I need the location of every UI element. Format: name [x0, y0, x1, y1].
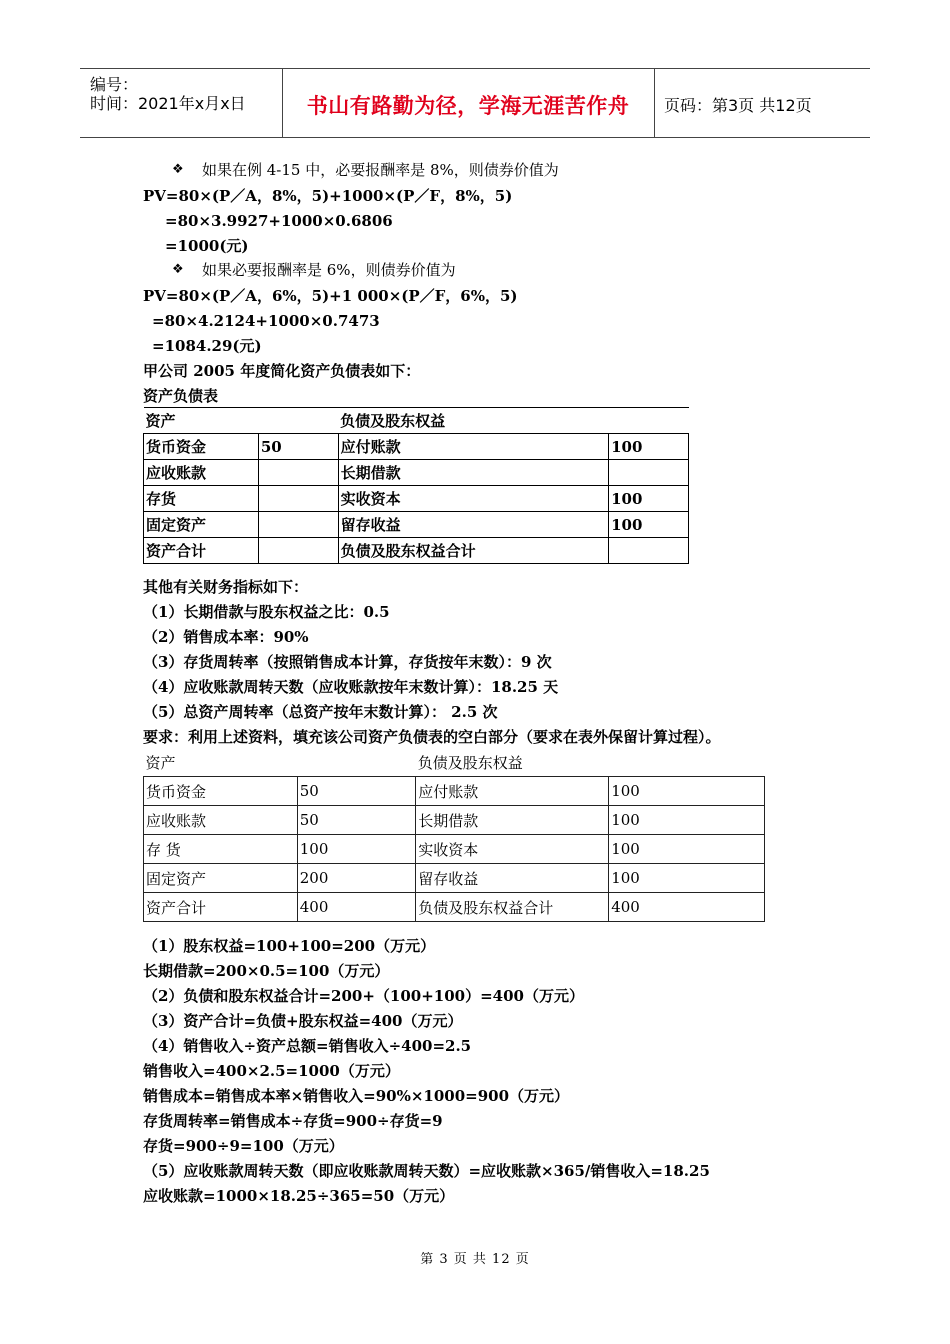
table-cell: 100: [297, 835, 416, 864]
table-cell: 应收账款: [144, 460, 259, 486]
formula-line: PV=80×(P／A，8%，5)+1000×(P／F，8%，5): [143, 187, 513, 205]
table-cell: [258, 538, 338, 564]
table-cell: 400: [297, 893, 416, 922]
table-cell: 100: [609, 434, 689, 460]
requirement-text: 要求：利用上述资料，填充该公司资产负债表的空白部分（要求在表外保留计算过程）。: [143, 728, 721, 746]
header-page-cell: [654, 69, 870, 137]
table-cell: 实收资本: [338, 486, 609, 512]
indicator-item: （5）总资产周转率（总资产按年末数计算）： 2.5 次: [143, 703, 498, 721]
table-header-row: [144, 748, 765, 777]
indicator-item: （2）销售成本率：90%: [143, 628, 309, 646]
table-cell: 固定资产: [144, 864, 298, 893]
example-text-1: 如果在例 4-15 中，必要报酬率是 8%，则债券价值为: [202, 161, 559, 179]
table-cell: 实收资本: [416, 835, 609, 864]
table-cell: 货币资金: [144, 434, 259, 460]
page-number-label: 页码：第3页 共12页: [664, 96, 812, 115]
table-cell: [258, 512, 338, 538]
table-cell: 负债及股东权益合计: [338, 538, 609, 564]
table-cell: 100: [609, 864, 765, 893]
number-label: 编号：: [90, 75, 139, 94]
other-indicators-intro: 其他有关财务指标如下：: [143, 578, 309, 596]
table-cell: 应付账款: [338, 434, 609, 460]
solution-step: 应收账款=1000×18.25÷365=50（万元）: [143, 1187, 455, 1205]
table-cell: 50: [297, 777, 416, 806]
table-cell: 货币资金: [144, 777, 298, 806]
indicator-item: （4）应收账款周转天数（应收账款按年末数计算）：18.25 天: [143, 678, 559, 696]
formula-line: =80×4.2124+1000×0.7473: [152, 312, 380, 330]
table-cell: 50: [297, 806, 416, 835]
diamond-bullet-icon: ❖: [172, 262, 184, 277]
formula-line: =1084.29(元): [152, 337, 262, 355]
indicator-item: （1）长期借款与股东权益之比：0.5: [143, 603, 390, 621]
table-cell: 100: [609, 835, 765, 864]
solution-step: （4）销售收入÷资产总额=销售收入÷400=2.5: [143, 1037, 472, 1055]
solution-step: 销售成本=销售成本率×销售收入=90%×1000=900（万元）: [143, 1087, 570, 1105]
table-cell: 100: [609, 486, 689, 512]
solution-step: （5）应收账款周转天数（即应收账款周转天数）=应收账款×365/销售收入=18.25: [143, 1162, 710, 1180]
example-text-2: 如果必要报酬率是 6%，则债券价值为: [202, 261, 456, 279]
table-cell: 留存收益: [416, 864, 609, 893]
diamond-bullet-icon: ❖: [172, 162, 184, 177]
table-cell: 负债及股东权益合计: [416, 893, 609, 922]
table-cell: 400: [609, 893, 765, 922]
table-row: [144, 486, 689, 512]
table-cell: 存货: [144, 486, 259, 512]
formula-line: PV=80×(P／A，6%，5)+1 000×(P／F，6%，5): [143, 287, 518, 305]
solution-step: （2）负债和股东权益合计=200+（100+100）=400（万元）: [143, 987, 584, 1005]
page-header: [80, 68, 870, 138]
formula-line: =80×3.9927+1000×0.6806: [165, 212, 393, 230]
table-cell: 长期借款: [416, 806, 609, 835]
answer-table: [143, 748, 765, 922]
table-cell: 50: [258, 434, 338, 460]
table-cell: 留存收益: [338, 512, 609, 538]
table-cell: 固定资产: [144, 512, 259, 538]
solution-step: （1）股东权益=100+100=200（万元）: [143, 937, 436, 955]
table-cell: 100: [609, 777, 765, 806]
table-header-row: [144, 408, 689, 434]
header-assets: 资产: [144, 748, 416, 777]
solution-step: 长期借款=200×0.5=100（万元）: [143, 962, 390, 980]
header-liabilities: 负债及股东权益: [416, 748, 765, 777]
table-cell: 应付账款: [416, 777, 609, 806]
table-cell: [609, 538, 689, 564]
page-footer: 第 3 页 共 12 页: [420, 1252, 530, 1267]
table-row: [144, 864, 765, 893]
formula-line: =1000(元): [165, 237, 249, 255]
table-cell: 应收账款: [144, 806, 298, 835]
header-assets: 资产: [144, 408, 339, 434]
header-meta-cell: [80, 69, 283, 137]
table-cell: 资产合计: [144, 538, 259, 564]
table-row: [144, 806, 765, 835]
indicator-item: （3）存货周转率（按照销售成本计算，存货按年末数）：9 次: [143, 653, 552, 671]
header-motto-cell: [282, 69, 655, 137]
solution-step: （3）资产合计=负债+股东权益=400（万元）: [143, 1012, 463, 1030]
solution-step: 存货周转率=销售成本÷存货=900÷存货=9: [143, 1112, 443, 1130]
table-row: [144, 893, 765, 922]
table-cell: [258, 460, 338, 486]
header-liabilities: 负债及股东权益: [338, 408, 688, 434]
table-cell: 200: [297, 864, 416, 893]
balance-sheet-table: [143, 407, 689, 564]
date-label: 时间：2021年x月x日: [90, 94, 246, 113]
table-title: 资产负债表: [143, 387, 219, 405]
table-row: [144, 434, 689, 460]
table-cell: 存 货: [144, 835, 298, 864]
table-cell: 资产合计: [144, 893, 298, 922]
table-cell: 100: [609, 806, 765, 835]
table-cell: [609, 460, 689, 486]
table-row: [144, 460, 689, 486]
table-row: [144, 777, 765, 806]
table-cell: 长期借款: [338, 460, 609, 486]
table-row: [144, 835, 765, 864]
problem-intro: 甲公司 2005 年度简化资产负债表如下：: [143, 362, 421, 380]
table-cell: [258, 486, 338, 512]
table-row: [144, 538, 689, 564]
motto-text: 书山有路勤为径，学海无涯苦作舟: [306, 94, 630, 118]
solution-step: 存货=900÷9=100（万元）: [143, 1137, 344, 1155]
table-cell: 100: [609, 512, 689, 538]
table-row: [144, 512, 689, 538]
solution-step: 销售收入=400×2.5=1000（万元）: [143, 1062, 400, 1080]
